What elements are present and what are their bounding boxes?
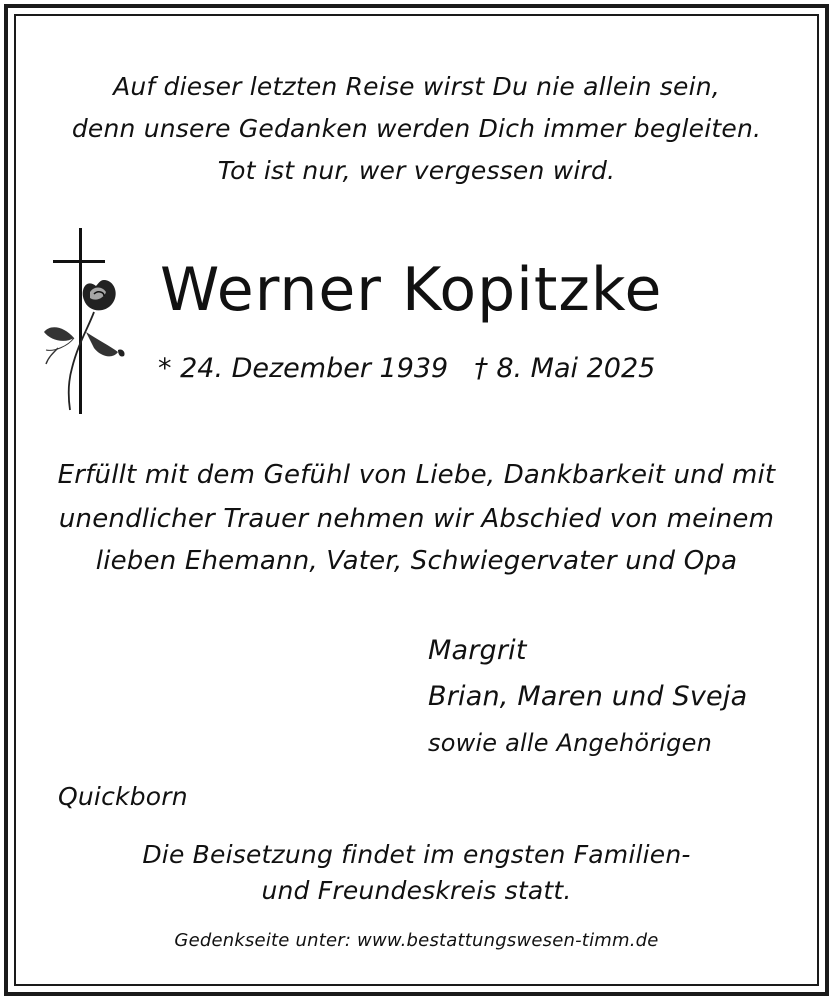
quote-line-1: Auf dieser letzten Reise wirst Du nie allein sein, [113,72,720,101]
death-date: † 8. Mai 2025 [474,353,656,384]
message-line-1: Erfüllt mit dem Gefühl von Liebe, Dankbarkeit und mit [57,460,776,490]
mourner-line-1: Margrit [428,635,527,666]
message-line-2: unendlicher Trauer nehmen wir Abschied von meinem [58,504,775,534]
cross-with-rose-icon [38,228,128,418]
mourner-line-2: Brian, Maren und Sveja [428,681,748,712]
birth-date: * 24. Dezember 1939 [158,353,449,384]
memorial-website: Gedenkseite unter: www.bestattungswesen-timm.de [174,930,659,951]
deceased-name: Werner Kopitzke [160,255,663,325]
burial-line-2: und Freundeskreis statt. [261,876,572,905]
burial-line-1: Die Beisetzung findet im engsten Familien- [142,840,691,869]
quote-line-3: Tot ist nur, wer vergessen wird. [217,156,616,185]
life-dates [158,352,655,386]
mourner-line-3: sowie alle Angehörigen [428,729,712,757]
message-line-3: lieben Ehemann, Vater, Schwiegervater und Opa [95,546,738,576]
place: Quickborn [58,782,188,811]
quote-line-2: denn unsere Gedanken werden Dich immer begleiten. [71,114,762,143]
